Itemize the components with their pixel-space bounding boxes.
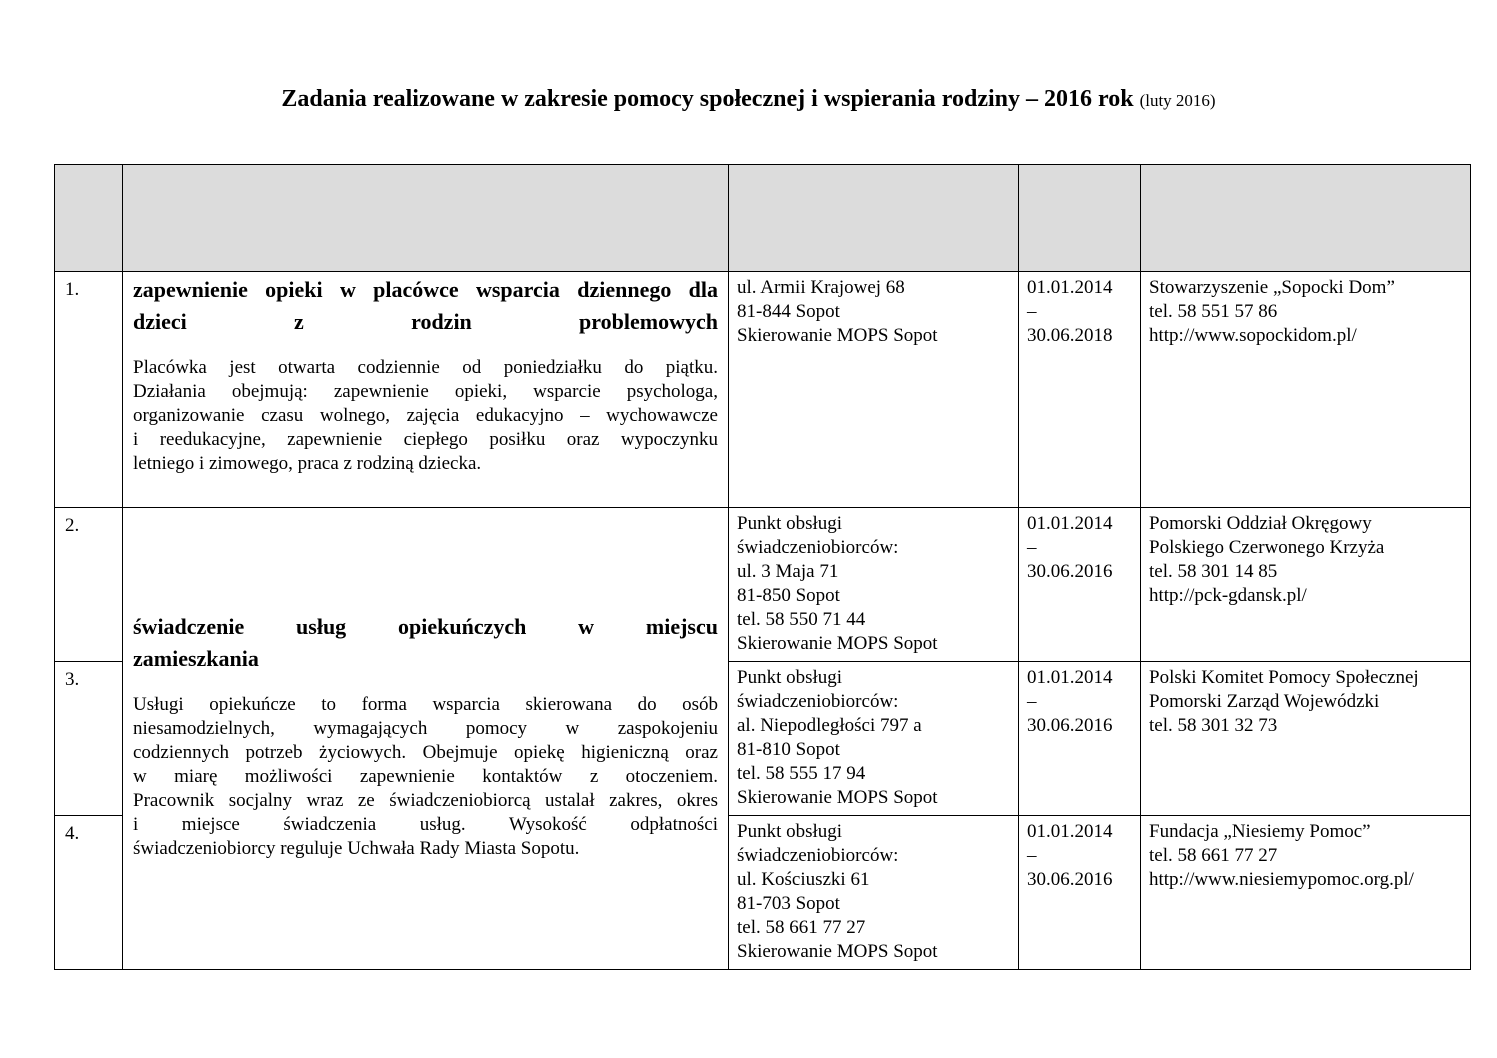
- task-title-line: dzieci z rodzin problemowych: [133, 309, 718, 334]
- task-desc-line: i reedukacyjne, zapewnienie ciepłego posiłku oraz wypoczynku: [133, 429, 718, 450]
- task-desc-line: Działania obejmują: zapewnienie opieki, wsparcie psychologa,: [133, 381, 718, 402]
- header-cell-dates: [1019, 165, 1141, 272]
- organization-cell: [1141, 816, 1471, 970]
- table-row: [55, 272, 1471, 508]
- org-link[interactable]: http://pck-gdansk.pl/: [1149, 585, 1307, 606]
- address-line: świadczeniobiorców:: [737, 537, 899, 558]
- task-desc-line: letniego i zimowego, praca z rodziną dziecka.: [133, 453, 482, 474]
- date-end: 30.06.2016: [1027, 561, 1113, 582]
- date-start: 01.01.2014: [1027, 277, 1113, 298]
- address-line: 81-844 Sopot: [737, 301, 840, 322]
- org-line: Polski Komitet Pomocy Społecznej: [1149, 667, 1419, 688]
- task-title-line: zamieszkania: [133, 645, 259, 671]
- address-line: tel. 58 661 77 27: [737, 917, 866, 938]
- date-end: 30.06.2016: [1027, 715, 1113, 736]
- address-line: świadczeniobiorców:: [737, 691, 899, 712]
- address-line: Skierowanie MOPS Sopot: [737, 787, 938, 808]
- address-line: Skierowanie MOPS Sopot: [737, 633, 938, 654]
- address-cell: [729, 662, 1019, 816]
- address-cell: [729, 816, 1019, 970]
- organization-cell: [1141, 272, 1471, 508]
- task-title: [133, 611, 718, 675]
- tasks-table: [54, 164, 1471, 970]
- address-line: świadczeniobiorców:: [737, 845, 899, 866]
- date-separator: –: [1027, 691, 1037, 712]
- dates-cell: [1019, 272, 1141, 508]
- address-cell: [729, 272, 1019, 508]
- address-cell: [729, 508, 1019, 662]
- row-number: 3.: [55, 662, 123, 816]
- address-line: ul. 3 Maja 71: [737, 561, 839, 582]
- task-desc-line: Usługi opiekuńcze to forma wsparcia skierowana do osób: [133, 693, 718, 715]
- address-line: ul. Armii Krajowej 68: [737, 277, 905, 298]
- date-end: 30.06.2018: [1027, 325, 1113, 346]
- header-cell-num: [55, 165, 123, 272]
- row-number: 2.: [55, 508, 123, 662]
- address-line: al. Niepodległości 797 a: [737, 715, 922, 736]
- date-start: 01.01.2014: [1027, 821, 1113, 842]
- row-number: 1.: [55, 272, 123, 508]
- org-line: Pomorski Zarząd Wojewódzki: [1149, 691, 1380, 712]
- org-line: Stowarzyszenie „Sopocki Dom”: [1149, 277, 1395, 298]
- date-separator: –: [1027, 301, 1037, 322]
- org-line: Polskiego Czerwonego Krzyża: [1149, 537, 1385, 558]
- page-title-date: (luty 2016): [1139, 91, 1216, 110]
- task-title-line: świadczenie usług opiekuńczych w miejscu: [133, 613, 718, 639]
- organization-cell: [1141, 662, 1471, 816]
- org-line: tel. 58 301 14 85: [1149, 561, 1278, 582]
- task-desc-line: w miarę możliwości zapewnienie kontaktów z otoczeniem.: [133, 765, 718, 787]
- task-cell: [123, 508, 729, 970]
- address-line: ul. Kościuszki 61: [737, 869, 870, 890]
- row-number: 4.: [55, 816, 123, 970]
- task-desc-line: świadczeniobiorcy reguluje Uchwała Rady Miasta Sopotu.: [133, 837, 580, 859]
- task-title-line: zapewnienie opieki w placówce wsparcia dziennego dla: [133, 277, 718, 302]
- header-cell-task: [123, 165, 729, 272]
- org-line: Pomorski Oddział Okręgowy: [1149, 513, 1372, 534]
- header-cell-address: [729, 165, 1019, 272]
- task-description: [133, 693, 718, 861]
- task-desc-line: i miejsce świadczenia usług. Wysokość odpłatności: [133, 813, 718, 835]
- address-line: 81-850 Sopot: [737, 585, 840, 606]
- address-line: tel. 58 555 17 94: [737, 763, 866, 784]
- date-separator: –: [1027, 845, 1037, 866]
- task-desc-line: niesamodzielnych, wymagających pomocy w zaspokojeniu: [133, 717, 718, 739]
- page-title: [0, 86, 1497, 113]
- task-desc-line: Placówka jest otwarta codziennie od poniedziałku do piątku.: [133, 357, 718, 378]
- address-line: tel. 58 550 71 44: [737, 609, 866, 630]
- address-line: 81-810 Sopot: [737, 739, 840, 760]
- address-line: Skierowanie MOPS Sopot: [737, 325, 938, 346]
- address-line: Punkt obsługi: [737, 513, 843, 534]
- org-line: Fundacja „Niesiemy Pomoc”: [1149, 821, 1371, 842]
- date-separator: –: [1027, 537, 1037, 558]
- task-description: [133, 356, 718, 476]
- header-cell-org: [1141, 165, 1471, 272]
- task-desc-line: organizowanie czasu wolnego, zajęcia edukacyjno – wychowawcze: [133, 405, 718, 426]
- date-end: 30.06.2016: [1027, 869, 1113, 890]
- date-start: 01.01.2014: [1027, 513, 1113, 534]
- task-desc-line: codziennych potrzeb życiowych. Obejmuje opiekę higieniczną oraz: [133, 741, 718, 763]
- dates-cell: [1019, 662, 1141, 816]
- table-header-row: [55, 165, 1471, 272]
- org-line: tel. 58 661 77 27: [1149, 845, 1278, 866]
- address-line: 81-703 Sopot: [737, 893, 840, 914]
- table-row: [55, 508, 1471, 662]
- org-link[interactable]: http://www.niesiemypomoc.org.pl/: [1149, 869, 1414, 890]
- org-line: tel. 58 301 32 73: [1149, 715, 1278, 736]
- task-cell: [123, 272, 729, 508]
- org-link[interactable]: http://www.sopockidom.pl/: [1149, 325, 1357, 346]
- task-desc-line: Pracownik socjalny wraz ze świadczeniobiorcą ustalał zakres, okres: [133, 789, 718, 811]
- address-line: Skierowanie MOPS Sopot: [737, 941, 938, 962]
- org-line: tel. 58 551 57 86: [1149, 301, 1278, 322]
- address-line: Punkt obsługi: [737, 821, 843, 842]
- task-title: [133, 274, 718, 338]
- date-start: 01.01.2014: [1027, 667, 1113, 688]
- organization-cell: [1141, 508, 1471, 662]
- page-title-main: Zadania realizowane w zakresie pomocy społecznej i wspierania rodziny – 2016 rok: [281, 86, 1134, 112]
- dates-cell: [1019, 508, 1141, 662]
- dates-cell: [1019, 816, 1141, 970]
- address-line: Punkt obsługi: [737, 667, 843, 688]
